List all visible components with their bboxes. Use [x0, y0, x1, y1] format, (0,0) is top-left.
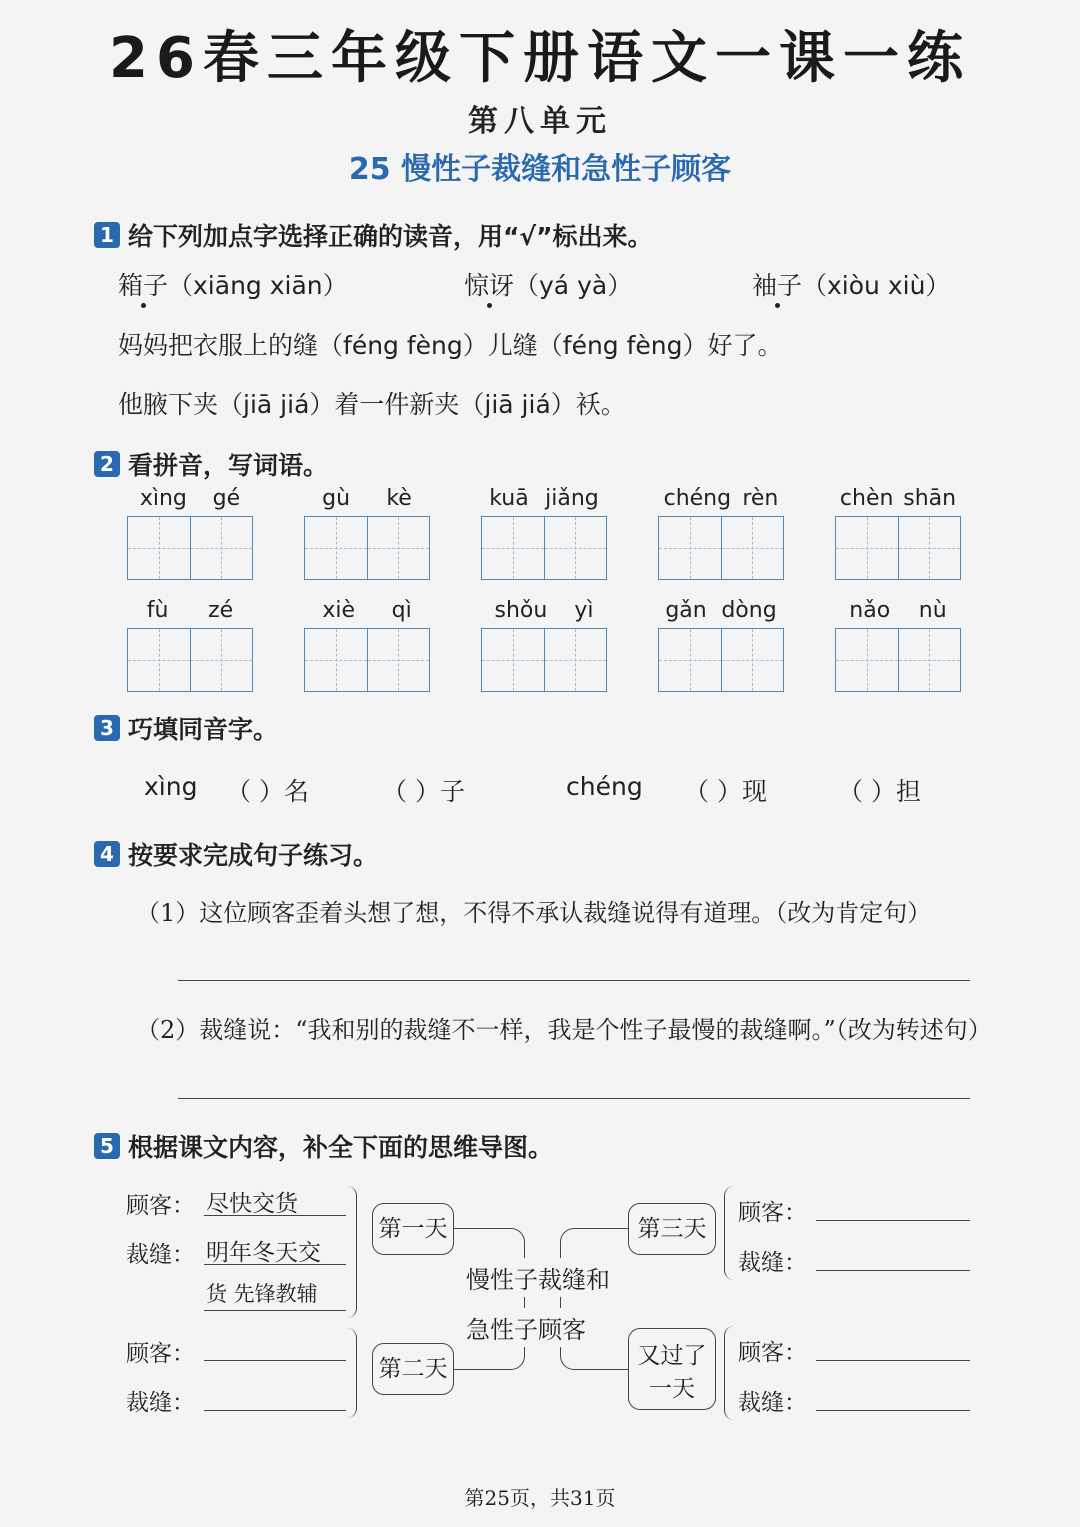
answer-blank[interactable]: [816, 1410, 970, 1411]
customer-label: 顾客：: [126, 1193, 195, 1219]
answer-line: [204, 1215, 346, 1216]
question-2-heading: [94, 446, 328, 482]
q1-item-2: 惊讶（yá yà）: [464, 271, 633, 300]
answer-blank[interactable]: [204, 1410, 346, 1411]
answer-blank[interactable]: [816, 1270, 970, 1271]
page-footer: 第25页，共31页: [464, 1486, 616, 1510]
pinyin-word-box: gù kè: [304, 486, 430, 580]
question-5-heading: [94, 1128, 553, 1164]
q4-sentence-2: （2）裁缝说：“我和别的裁缝不一样，我是个性子最慢的裁缝啊。”（改为转述句）: [136, 1016, 992, 1044]
q3-pinyin-2: chéng: [566, 772, 643, 801]
question-number: 4: [94, 841, 120, 867]
pinyin-word-box: xiè qì: [304, 598, 430, 692]
tailor-label: 裁缝：: [738, 1250, 807, 1276]
day-2-box: 第二天: [372, 1343, 454, 1395]
tailor-label: 裁缝：: [126, 1390, 195, 1416]
q3-blank-4[interactable]: （ ）担: [838, 777, 921, 806]
answer-line-2[interactable]: [178, 1098, 970, 1099]
tailor-label: 裁缝：: [126, 1242, 195, 1268]
unit-title: 第八单元: [468, 104, 612, 139]
question-4-title: 按要求完成句子练习。: [128, 841, 379, 870]
writing-grid[interactable]: [304, 628, 430, 692]
writing-grid[interactable]: [127, 628, 253, 692]
q3-blank-2[interactable]: （ ）子: [382, 777, 465, 806]
answer-blank[interactable]: [816, 1220, 970, 1221]
customer-label: 顾客：: [126, 1341, 195, 1367]
bracket: [340, 1328, 357, 1418]
q3-blank-3[interactable]: （ ）现: [684, 777, 767, 806]
pinyin-word-box: gǎn dòng: [658, 598, 784, 692]
writing-grid[interactable]: [658, 628, 784, 692]
question-1-heading: [94, 217, 653, 253]
customer-answer-day1: 尽快交货: [206, 1191, 298, 1217]
question-3-heading: [94, 710, 278, 746]
writing-grid[interactable]: [481, 516, 607, 580]
answer-line-1[interactable]: [178, 980, 970, 981]
q1-line-2: 妈妈把衣服上的缝（féng fèng）儿缝（féng fèng）好了。: [118, 331, 783, 360]
writing-grid[interactable]: [835, 516, 961, 580]
connector-left: [454, 1228, 525, 1370]
writing-grid[interactable]: [835, 628, 961, 692]
pinyin-word-box: chéng rèn: [658, 486, 784, 580]
answer-blank[interactable]: [204, 1360, 346, 1361]
question-number: 3: [94, 715, 120, 741]
answer-blank[interactable]: [816, 1360, 970, 1361]
pinyin-word-box: xìng gé: [127, 486, 253, 580]
writing-grid[interactable]: [481, 628, 607, 692]
pinyin-word-box: shǒu yì: [481, 598, 607, 692]
center-title-line1: 慢性子裁缝和: [462, 1258, 614, 1297]
question-1-title: 给下列加点字选择正确的读音，用“√”标出来。: [128, 222, 653, 251]
day-3-box: 第三天: [628, 1203, 716, 1255]
writing-grid[interactable]: [127, 516, 253, 580]
tailor-label: 裁缝：: [738, 1390, 807, 1416]
answer-line: [204, 1264, 346, 1265]
tailor-answer-day1-cont: 货 先锋教辅: [206, 1282, 318, 1306]
pinyin-word-box: kuā jiǎng: [481, 486, 607, 580]
q3-blank-1[interactable]: （ ）名: [226, 777, 309, 806]
customer-label: 顾客：: [738, 1200, 807, 1226]
lesson-title: 25 慢性子裁缝和急性子顾客: [348, 152, 732, 187]
answer-line: [204, 1310, 346, 1311]
day-4-box: 又过了 一天: [628, 1328, 716, 1410]
question-2-title: 看拼音，写词语。: [128, 451, 329, 480]
bracket: [340, 1186, 357, 1318]
writing-grid[interactable]: [658, 516, 784, 580]
page-title: 26春三年级下册语文一课一练: [109, 26, 971, 91]
pinyin-word-box: nǎo nù: [835, 598, 961, 692]
question-3-title: 巧填同音字。: [128, 715, 279, 744]
q3-pinyin-1: xìng: [144, 772, 198, 801]
customer-label: 顾客：: [738, 1340, 807, 1366]
question-number: 1: [94, 222, 120, 248]
question-5-title: 根据课文内容，补全下面的思维导图。: [128, 1133, 554, 1162]
question-4-heading: [94, 836, 378, 872]
tailor-answer-day1: 明年冬天交: [206, 1240, 321, 1266]
question-number: 2: [94, 451, 120, 477]
pinyin-word-box: fù zé: [127, 598, 253, 692]
center-title-line2: 急性子顾客: [462, 1308, 590, 1347]
writing-grid[interactable]: [304, 516, 430, 580]
q1-item-3: 袖子（xiòu xiù）: [752, 271, 951, 300]
question-number: 5: [94, 1133, 120, 1159]
pinyin-word-box: chèn shān: [835, 486, 961, 580]
q1-line-3: 他腋下夹（jiā jiá）着一件新夹（jiā jiá）袄。: [118, 390, 626, 419]
q1-item-1: 箱子（xiāng xiān）: [118, 271, 348, 300]
q4-sentence-1: （1）这位顾客歪着头想了想，不得不承认裁缝说得有道理。（改为肯定句）: [136, 899, 932, 927]
day-1-box: 第一天: [372, 1203, 454, 1255]
connector-right: [560, 1228, 629, 1370]
